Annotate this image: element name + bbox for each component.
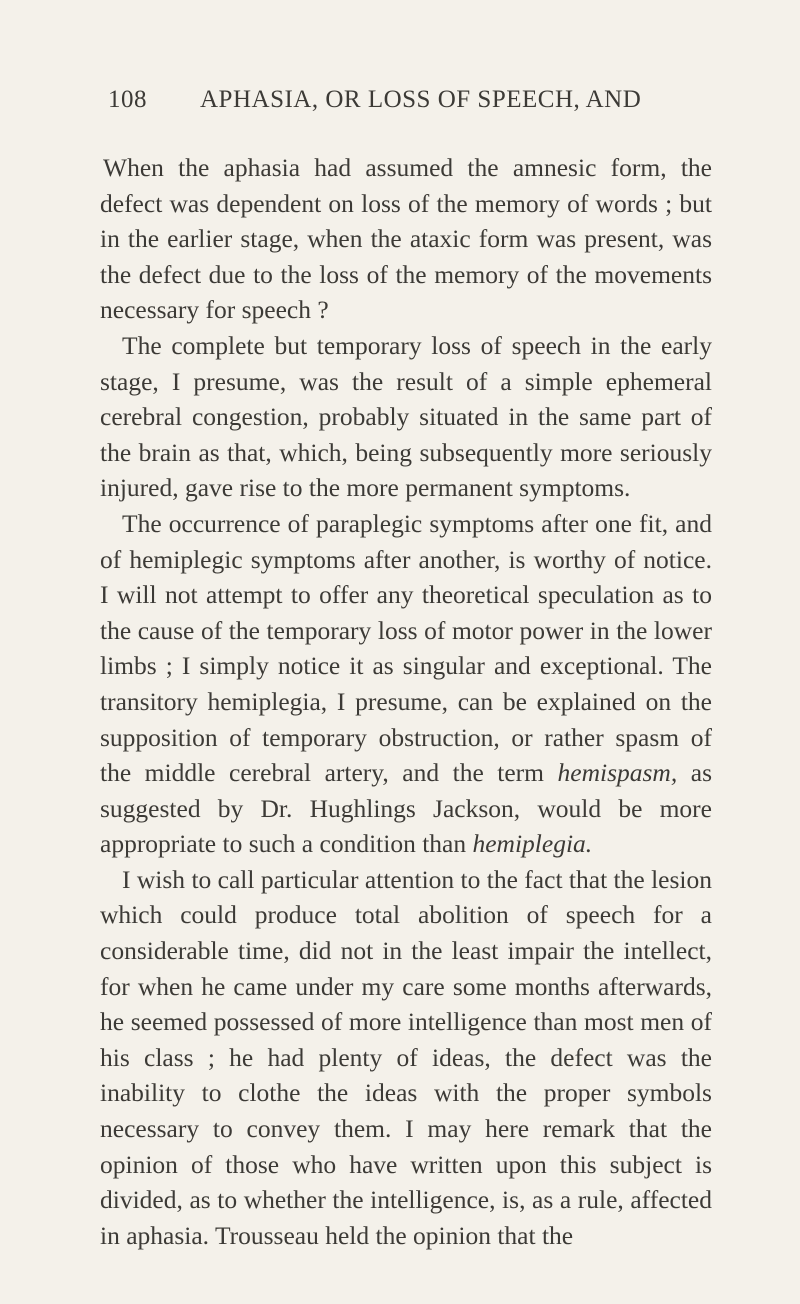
page-number: 108 [108,86,147,113]
page-header [108,86,668,126]
paragraph-1: When the aphasia had assumed the amnesic form, the defect was dependent on loss of the memory of words ; but in the earlier stage, when the ataxic form was present, was the defect due to the loss of the memory of the movements necessary for speech ? [100,153,712,325]
paragraph-4: I wish to call particular attention to the fact that the lesion which could produce total abolition of speech for a considerable time, did not in the least impair the intellect, for when he came under my care some months afterwards, he seemed possessed of more intelligence than most men of his class ; he had plenty of ideas, the defect was the inability to clothe the ideas with the proper symbols necessary to convey them. I may here remark that the opinion of those who have written upon this subject is divided, as to whether the intelligence, is, as a rule, affected in aphasia. Trousseau held the opinion that the [100,864,712,1250]
paragraph-2: The complete but temporary loss of speech in the early stage, I presume, was the result of a simple ephemeral cerebral congestion, probably situated in the same part of the brain as that, which, being subsequently more seriously injured, gave rise to the more permanent symptoms. [100,330,712,503]
term-hemiplegia: hemiplegia. [472,829,593,859]
body-text [100,150,712,1253]
running-title: APHASIA, OR LOSS OF SPEECH, AND [200,86,642,113]
term-hemispasm: hemispasm, [557,758,678,788]
paragraph-3-text-a: The occurrence of paraplegic symptoms after one fit, and of hemiplegic symptoms after another, is worthy of notice. I will not attempt to offer any theoretical speculation as to the cause of the temporary loss of motor power in the lower limbs ; I simply notice it as singular and exceptional. The transitory hemiplegia, I presume, can be explained on the supposition of temporary obstruction, or rather spasm of the middle cerebral artery, and the term [100,508,712,788]
paragraph-3-text-b: as suggested by Dr. Hughlings Jackson, would be more appropriate to such a condition than [100,758,712,859]
paragraph-3 [100,506,712,862]
